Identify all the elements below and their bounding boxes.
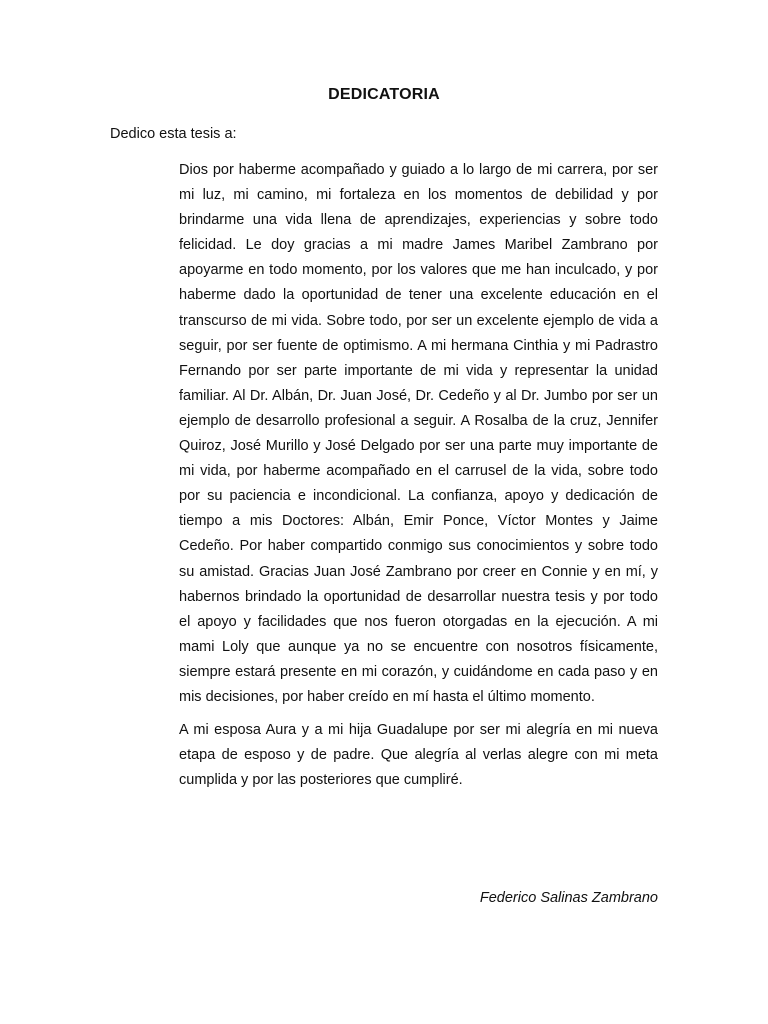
page-title: DEDICATORIA bbox=[328, 86, 440, 103]
dedication-paragraph-2: A mi esposa Aura y a mi hija Guadalupe por ser mi alegría en mi nueva etapa de esposo y de padre. Que alegría al verlas alegre con mi meta cumplida y por las posteriores que cumpliré. bbox=[179, 722, 658, 789]
author-signature: Federico Salinas Zambrano bbox=[479, 890, 658, 906]
dedication-body bbox=[179, 158, 658, 801]
intro-line: Dedico esta tesis a: bbox=[110, 126, 237, 142]
dedication-paragraph-1: Dios por haberme acompañado y guiado a lo largo de mi carrera, por ser mi luz, mi camino, mi fortaleza en los momentos de debilidad y por brindarme una vida llena de aprendizajes, experiencias y sobre todo felicidad. Le doy gracias a mi madre James Maribel Zambrano por apoyarme en todo momento, por los valores que me han inculcado, y por haberme dado la oportunidad de tener una excelente educación en el transcurso de mi vida. Sobre todo, por ser un excelente ejemplo de vida a seguir, por ser fuente de optimismo. A mi hermana Cinthia y mi Padrastro Fernando por ser parte importante de mi vida y representar la unidad familiar. Al Dr. Albán, Dr. Juan José, Dr. Cedeño y al Dr. Jumbo por ser un ejemplo de desarrollo profesional a seguir. A Rosalba de la cruz, Jennifer Quiroz, José Murillo y José Delgado por ser una parte muy importante de mi vida, por haberme acompañado en el carrusel de la vida, sobre todo por su paciencia e incondicional. La confianza, apoyo y dedicación de tiempo a mis Doctores: Albán, Emir Ponce, Víctor Montes y Jaime Cedeño. Por haber compartido conmigo sus conocimientos y sobre todo su amistad. Gracias Juan José Zambrano por creer en Connie y en mí, y habernos brindado la oportunidad de desarrollar nuestra tesis y por todo el apoyo y facilidades que nos fueron otorgadas en la ejecución. A mi mami Loly que aunque ya no se encuentre con nosotros físicamente, siempre estará presente en mi corazón, y cuidándome en cada paso y en mis decisiones, por haber creído en mí hasta el último momento. bbox=[179, 162, 658, 705]
